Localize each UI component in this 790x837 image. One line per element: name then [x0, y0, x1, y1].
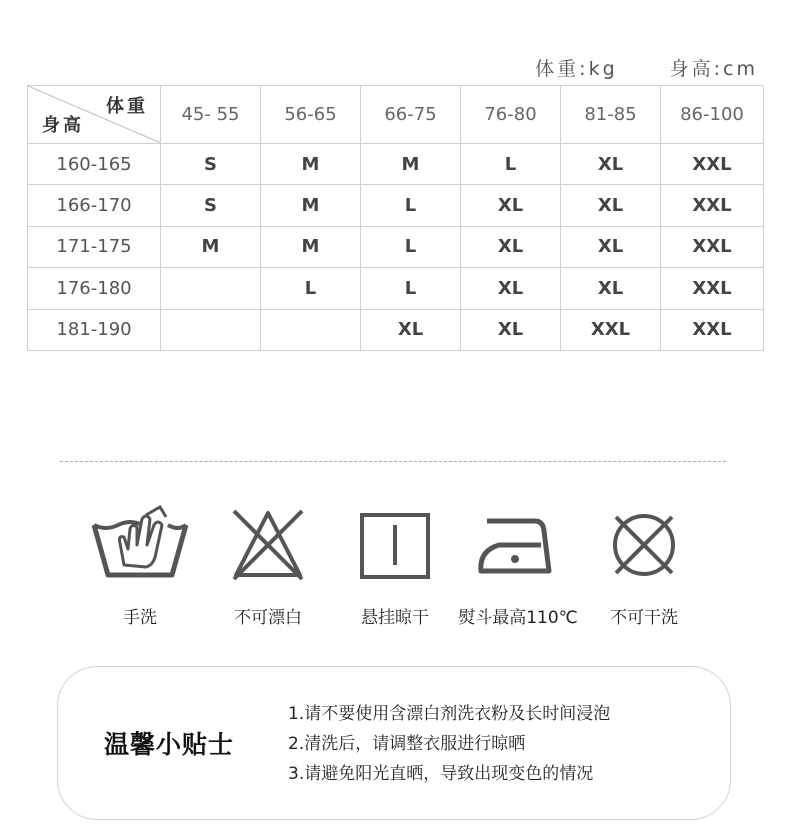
table-row [28, 185, 764, 226]
size-cell: XXL [661, 309, 764, 350]
table-header-row [28, 86, 764, 144]
size-cell: XL [461, 268, 561, 309]
section-divider [60, 461, 726, 462]
height-range-cell: 171-175 [28, 226, 161, 267]
unit-legend [535, 54, 758, 81]
size-cell: M [361, 144, 461, 185]
size-cell [161, 268, 261, 309]
hang-dry-icon [355, 505, 435, 583]
size-cell: XXL [561, 309, 661, 350]
hand-wash-icon [90, 505, 190, 583]
tip-line: 3.请避免阳光直晒，导致出现变色的情况 [288, 764, 594, 784]
care-item-no-bleach [198, 505, 338, 628]
care-label: 手洗 [123, 608, 157, 628]
weight-column-header: 76-80 [461, 86, 561, 144]
table-row [28, 309, 764, 350]
size-cell: XXL [661, 268, 764, 309]
size-cell: S [161, 144, 261, 185]
corner-height-label: 身高 [42, 115, 84, 136]
care-label: 熨斗最高110℃ [458, 608, 578, 628]
care-item-hang-dry [325, 505, 465, 628]
tip-line: 1.请不要使用含漂白剂洗衣粉及长时间浸泡 [288, 704, 611, 724]
weight-unit: 体重:kg [535, 58, 618, 80]
care-instructions [0, 505, 790, 628]
care-label: 悬挂晾干 [361, 608, 429, 628]
size-cell: XL [561, 226, 661, 267]
table-row [28, 226, 764, 267]
no-bleach-icon [228, 505, 308, 583]
tips-list [288, 699, 610, 789]
size-cell: XL [561, 185, 661, 226]
height-unit: 身高:cm [669, 58, 758, 80]
size-cell: M [161, 226, 261, 267]
weight-column-header: 81-85 [561, 86, 661, 144]
size-cell: XXL [661, 185, 764, 226]
care-label: 不可漂白 [234, 608, 302, 628]
size-cell: L [361, 226, 461, 267]
weight-column-header: 66-75 [361, 86, 461, 144]
size-cell: XL [361, 309, 461, 350]
care-item-hand-wash [70, 505, 210, 628]
weight-column-header: 86-100 [661, 86, 764, 144]
tips-box [57, 666, 731, 820]
tip-line: 2.清洗后，请调整衣服进行晾晒 [288, 734, 526, 754]
height-range-cell: 181-190 [28, 309, 161, 350]
weight-column-header: 56-65 [261, 86, 361, 144]
size-cell: XL [561, 144, 661, 185]
iron-icon [473, 505, 563, 583]
size-cell [261, 309, 361, 350]
size-cell: M [261, 185, 361, 226]
height-range-cell: 160-165 [28, 144, 161, 185]
size-cell: S [161, 185, 261, 226]
weight-column-header: 45- 55 [161, 86, 261, 144]
size-cell [161, 309, 261, 350]
height-range-cell: 166-170 [28, 185, 161, 226]
size-cell: XL [461, 185, 561, 226]
no-dry-clean-icon [604, 505, 684, 583]
table-row [28, 268, 764, 309]
corner-weight-label: 体重 [106, 96, 148, 117]
size-chart-table [27, 85, 764, 351]
size-cell: XL [561, 268, 661, 309]
height-range-cell: 176-180 [28, 268, 161, 309]
size-cell: XXL [661, 144, 764, 185]
size-cell: XL [461, 226, 561, 267]
size-cell: L [461, 144, 561, 185]
tips-title: 温馨小贴士 [104, 730, 235, 759]
corner-cell [28, 86, 161, 144]
care-item-no-dry-clean [574, 505, 714, 628]
table-row [28, 144, 764, 185]
size-cell: XL [461, 309, 561, 350]
care-item-iron [448, 505, 588, 628]
care-label: 不可干洗 [610, 608, 678, 628]
size-cell: L [261, 268, 361, 309]
size-cell: L [361, 268, 461, 309]
size-cell: M [261, 226, 361, 267]
size-cell: L [361, 185, 461, 226]
size-cell: XXL [661, 226, 764, 267]
size-cell: M [261, 144, 361, 185]
